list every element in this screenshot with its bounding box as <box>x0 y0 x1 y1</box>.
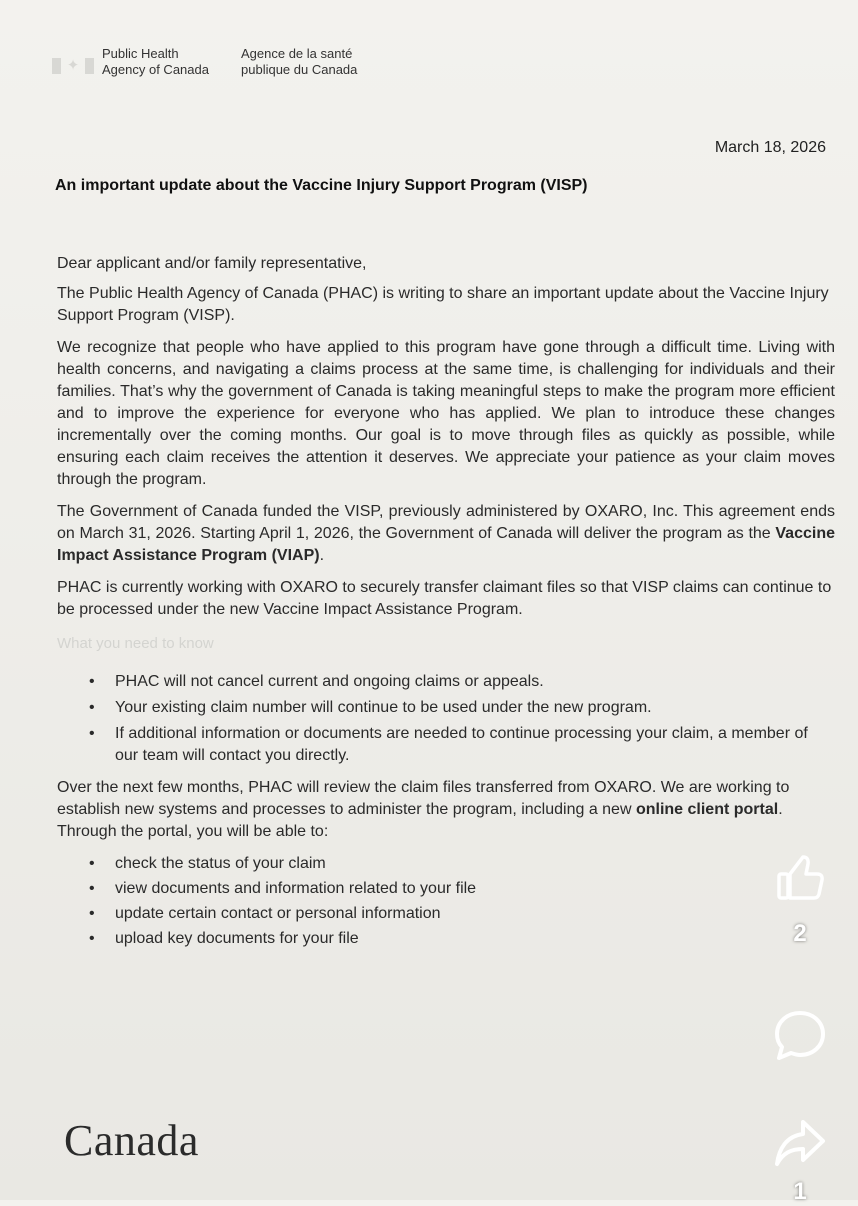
list-item <box>85 928 835 950</box>
online-client-portal-term: online client portal <box>635 801 779 818</box>
paragraph-recognition: We recognize that people who have applied to this program have gone through a difficult time. Living with health concerns, and navigating a claims process at the same time, is challenging for individuals and their families. That’s why the government of Canada is taking meaningful steps to make the program more efficient and to improve the experience for everyone who has applied. We plan to introduce these changes incrementally over the coming months. Our goal is to move through files as quickly as possible, while ensuring each claim receives the attention it deserves. We appreciate your patience as your claim moves through the program. <box>57 339 835 488</box>
canada-flag-logo: ✦ <box>52 52 102 80</box>
department-name-en <box>102 46 237 78</box>
list-item <box>85 853 835 875</box>
share-count: 1 <box>793 1178 807 1205</box>
canada-wordmark: Canada <box>64 1116 199 1165</box>
section-heading-faded: What you need to know <box>57 635 214 652</box>
list-item <box>85 697 835 719</box>
list-item-text: view documents and information related to your file <box>115 880 477 897</box>
bullet-list-portal-features <box>57 853 835 950</box>
bullet-list-what-to-know <box>57 671 835 767</box>
like-button[interactable] <box>770 852 830 904</box>
list-item <box>85 723 835 767</box>
letterhead <box>52 46 376 80</box>
thumbs-up-icon <box>776 852 824 904</box>
department-fr-line2: publique du Canada <box>241 62 358 77</box>
paragraph-transition-text: The Government of Canada funded the VISP, previously administered by OXARO, Inc. This agreement ends on March 31, 2026. Starting April 1, 2026, the Government of Canada will deliver the program as the <box>57 503 835 542</box>
list-item <box>85 878 835 900</box>
list-item <box>85 903 835 925</box>
paragraph-transition <box>57 501 835 567</box>
list-item-text: upload key documents for your file <box>115 930 359 947</box>
list-item-text: PHAC will not cancel current and ongoing claims or appeals. <box>115 673 544 690</box>
bullet-icon: • <box>89 855 95 872</box>
bullet-icon: • <box>89 880 95 897</box>
viap-program-name: Vaccine Impact Assistance Program (VIAP) <box>57 525 835 564</box>
comment-button[interactable] <box>770 1008 830 1062</box>
greeting: Dear applicant and/or family representative, <box>57 255 367 272</box>
department-en-line1: Public Health <box>102 46 179 61</box>
list-item-text: Your existing claim number will continue to be used under the new program. <box>115 699 652 716</box>
list-item <box>85 671 835 693</box>
list-item-text: update certain contact or personal information <box>115 905 441 922</box>
paragraph-portal <box>57 777 835 843</box>
bullet-icon: • <box>89 673 95 690</box>
department-en-line2: Agency of Canada <box>102 62 209 77</box>
paragraph-transfer: PHAC is currently working with OXARO to securely transfer claimant files so that VISP claims can continue to be processed under the new Vaccine Impact Assistance Program. <box>57 579 832 618</box>
like-count: 2 <box>793 920 807 947</box>
paragraph-transition-end: . <box>319 547 325 564</box>
bullet-icon: • <box>89 905 95 922</box>
letter-subject: An important update about the Vaccine Injury Support Program (VISP) <box>55 177 588 194</box>
department-name-fr <box>241 46 376 78</box>
department-fr-line1: Agence de la santé <box>241 46 353 61</box>
paragraph-portal-text: Over the next few months, PHAC will review the claim files transferred from OXARO. We are working to establish new systems and processes to administer the program, including a new <box>57 779 790 818</box>
list-item-text: check the status of your claim <box>115 855 326 872</box>
paragraph-portal-end: . Through the portal, you will be able to: <box>57 801 783 840</box>
paragraph-intro: The Public Health Agency of Canada (PHAC) is writing to share an important update about the Vaccine Injury Support Program (VISP). <box>57 285 829 324</box>
comment-icon <box>772 1008 828 1062</box>
bullet-icon: • <box>89 930 95 947</box>
bullet-icon: • <box>89 725 95 742</box>
list-item-text: If additional information or documents are needed to continue processing your claim, a member of our team will contact you directly. <box>115 725 808 764</box>
letter-body <box>57 253 835 960</box>
share-button[interactable] <box>770 1116 830 1170</box>
letter-date: March 18, 2026 <box>714 139 826 156</box>
bullet-icon: • <box>89 699 95 716</box>
share-icon <box>773 1116 827 1170</box>
